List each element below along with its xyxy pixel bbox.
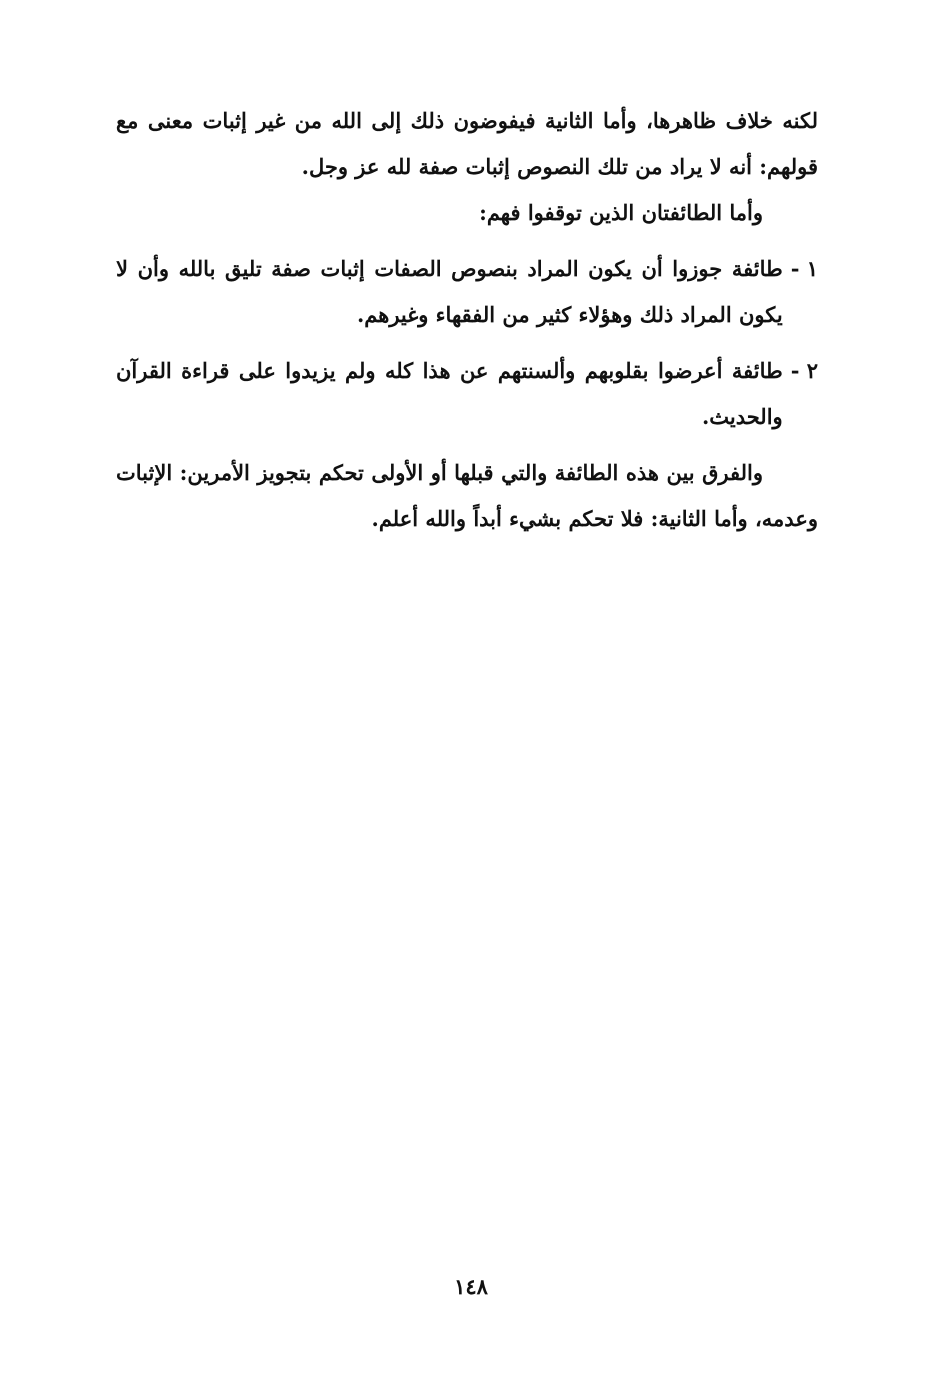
list-item-1-text: طائفة جوزوا أن يكون المراد بنصوص الصفات إثبات صفة تليق بالله وأن لا يكون المراد ذلك وهؤلاء كثير من الفقهاء وغيرهم.: [116, 256, 783, 327]
list-item-2: [116, 348, 818, 440]
paragraph-continuation: لكنه خلاف ظاهرها، وأما الثانية فيفوضون ذلك إلى الله من غير إثبات معنى مع قولهم: أنه لا يراد من تلك النصوص إثبات صفة لله عز وجل.: [116, 108, 818, 179]
spacer: [116, 236, 818, 246]
list-item-1: [116, 246, 818, 338]
paragraph-difference: والفرق بين هذه الطائفة والتي قبلها أو الأولى تحكم بتجويز الأمرين: الإثبات وعدمه، وأما الثانية: فلا تحكم بشيء أبداً والله أعلم.: [116, 460, 818, 531]
list-item-2-text: طائفة أعرضوا بقلوبهم وألسنتهم عن هذا كله ولم يزيدوا على قراءة القرآن والحديث.: [116, 358, 783, 429]
page-number: ١٤٨: [454, 1274, 488, 1299]
spacer: [116, 440, 818, 450]
paragraph-two-groups-intro: وأما الطائفتان الذين توقفوا فهم:: [479, 200, 763, 225]
list-item-2-number: ٢ -: [790, 358, 818, 383]
list-item-1-number: ١ -: [790, 256, 818, 281]
spacer: [116, 338, 818, 348]
body-text: [116, 98, 818, 542]
